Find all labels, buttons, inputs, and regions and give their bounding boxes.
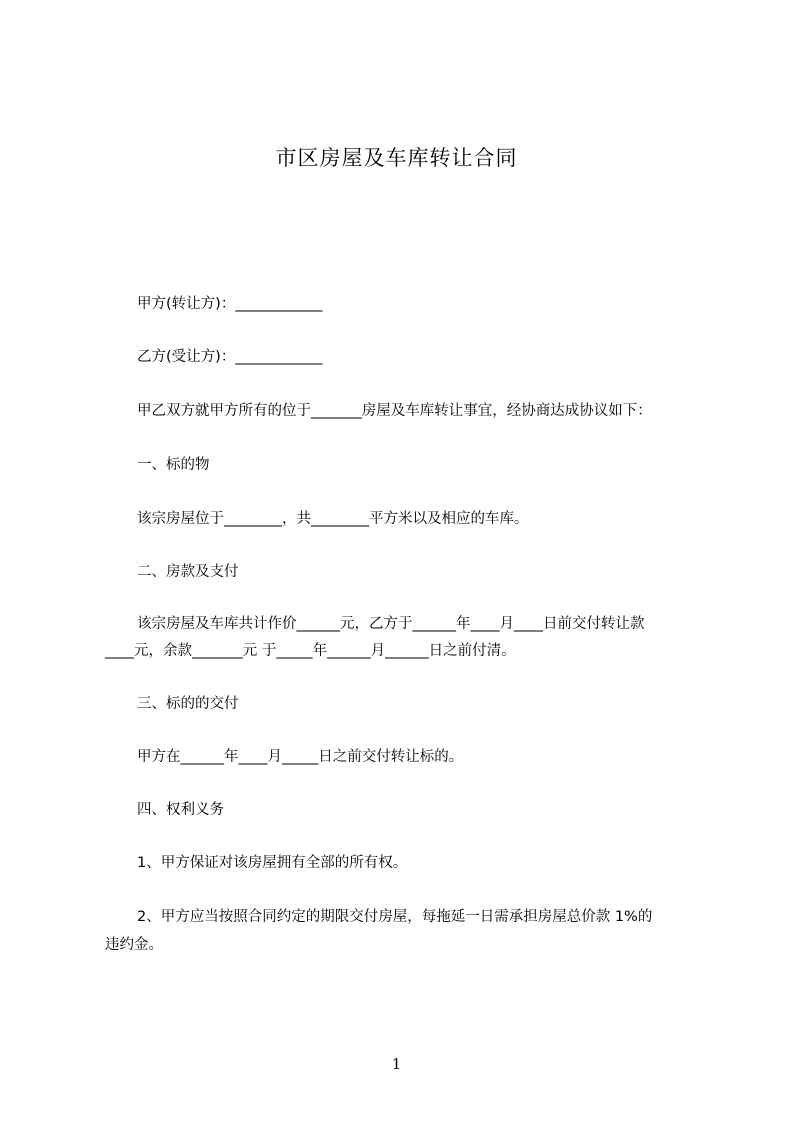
party-b-line: 乙方(受让方)：____________ xyxy=(137,349,323,365)
document-title: 市区房屋及车库转让合同 xyxy=(275,146,518,170)
page-number: 1 xyxy=(391,1055,402,1073)
section-2-heading: 二、房款及支付 xyxy=(137,564,239,580)
intro-paragraph: 甲乙双方就甲方所有的位于_______房屋及车库转让事宜，经协商达成协议如下： xyxy=(137,403,652,419)
section-2-text-line-1: 该宗房屋及车库共计作价______元，乙方于______年____月____日前交付转让款 xyxy=(137,616,645,632)
party-a-line: 甲方(转让方)：____________ xyxy=(137,296,323,312)
section-2-text-line-2: ____元，余款_______元 于_____年______月______日之前付清。 xyxy=(105,643,516,659)
section-4-item-2-line-2: 违约金。 xyxy=(105,937,163,953)
section-4-item-2-line-1: 2、甲方应当按照合同约定的期限交付房屋，每拖延一日需承担房屋总价款 1%的 xyxy=(137,909,653,925)
section-4-heading: 四、权利义务 xyxy=(137,802,224,818)
section-4-item-1: 1、甲方保证对该房屋拥有全部的所有权。 xyxy=(137,855,408,871)
section-3-heading: 三、标的的交付 xyxy=(137,696,239,712)
section-1-text: 该宗房屋位于________，共________平方米以及相应的车库。 xyxy=(137,511,529,527)
section-1-heading: 一、标的物 xyxy=(137,457,210,473)
section-3-text: 甲方在______年____月_____日之前交付转让标的。 xyxy=(137,749,464,765)
